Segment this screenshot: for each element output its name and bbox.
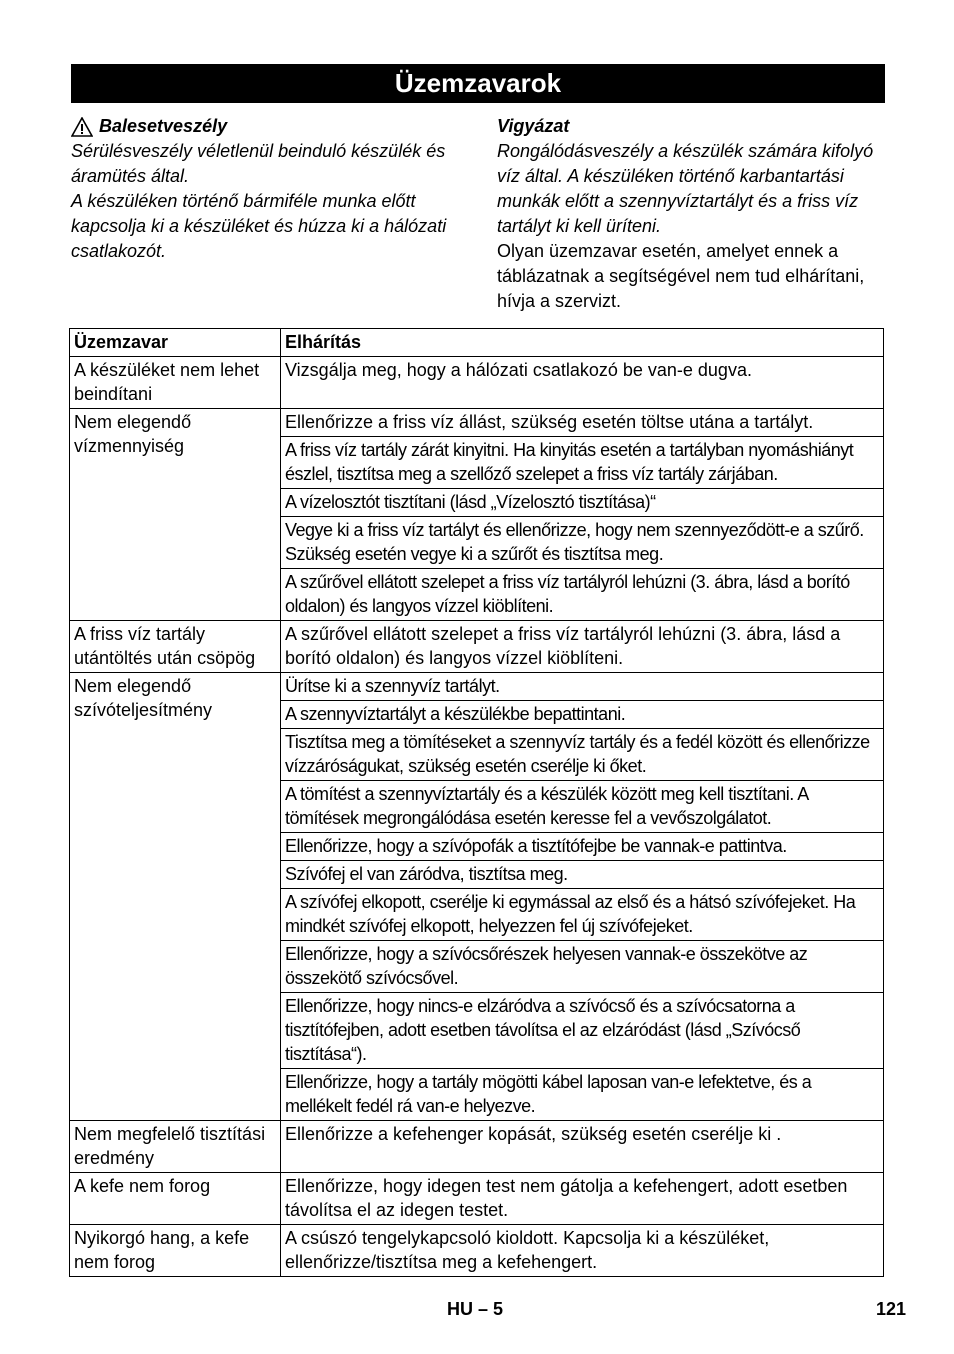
remedy-cell: Ürítse ki a szennyvíz tartályt. [281, 673, 884, 701]
header-fault: Üzemzavar [70, 329, 281, 357]
table-row [70, 1225, 884, 1277]
remedy-cell: Szívófej el van záródva, tisztítsa meg. [281, 861, 884, 889]
table-row [70, 1173, 884, 1225]
table-row [70, 621, 884, 673]
remedy-cell: Ellenőrizze, hogy a szívócsőrészek helyesen vannak-e összekötve az összekötő szívócsővel. [281, 941, 884, 993]
remedy-cell: A szűrővel ellátott szelepet a friss víz tartályról lehúzni (3. ábra, lásd a borító oldalon) és langyos vízzel kiöblíteni. [281, 621, 884, 673]
remedy-cell: A csúszó tengelykapcsoló kioldott. Kapcsolja ki a készüléket, ellenőrizze/tisztítsa meg a kefehengert. [281, 1225, 884, 1277]
remedy-cell: Ellenőrizze, hogy a tartály mögötti kábel laposan van-e lefektetve, és a mellékelt fedél rá van-e helyezve. [281, 1069, 884, 1121]
troubleshooting-table [69, 328, 884, 1277]
remedy-cell: A szűrővel ellátott szelepet a friss víz tartályról lehúzni (3. ábra, lásd a borító oldalon) és langyos vízzel kiöblíteni. [281, 569, 884, 621]
fault-cell: Nem elegendő vízmennyiség [70, 409, 281, 621]
fault-cell: Nem elegendő szívóteljesítmény [70, 673, 281, 1121]
caution-heading: Vigyázat [497, 116, 570, 136]
danger-text-2: A készüléken történő bármiféle munka előtt kapcsolja ki a készüléket és húzza ki a hálózati csatlakozót. [71, 191, 447, 261]
table-row [70, 1121, 884, 1173]
danger-heading [71, 114, 461, 139]
remedy-cell: Vegye ki a friss víz tartályt és ellenőrizze, hogy nem szennyeződött-e a szűrő. Szükség esetén vegye ki a szűrőt és tisztítsa meg. [281, 517, 884, 569]
table-header-row [70, 329, 884, 357]
caution-text: Rongálódásveszély a készülék számára kifolyó víz által. A készüléken történő karbantartási munkák előtt a szennyvíztartályt és a friss víz tartályt ki kell üríteni. [497, 141, 874, 236]
remedy-cell: Ellenőrizze, hogy nincs-e elzáródva a szívócső és a szívócsatorna a tisztítófejben, adott esetben távolítsa el az elzáródást (lásd „Szívócső tisztítása“). [281, 993, 884, 1069]
danger-notice [71, 114, 461, 264]
remedy-cell: Tisztítsa meg a tömítéseket a szennyvíz tartály és a fedél között és ellenőrizze vízzáróságukat, szükség esetén cserélje ki őket. [281, 729, 884, 781]
remedy-cell: Ellenőrizze a kefehenger kopását, szükség esetén cserélje ki . [281, 1121, 884, 1173]
remedy-cell: A friss víz tartály zárát kinyitni. Ha kinyitás esetén a tartályban nyomáshiányt észlel, tisztítsa meg a szellőző szelepet a friss víz tartály zárjában. [281, 437, 884, 489]
page-title: Üzemzavarok [71, 64, 885, 103]
warning-triangle-icon [71, 117, 93, 137]
remedy-cell: A tömítést a szennyvíztartály és a készülék között meg kell tisztítani. A tömítések megrongálódása esetén keresse fel a vevőszolgálatot. [281, 781, 884, 833]
fault-cell: Nem megfelelő tisztítási eredmény [70, 1121, 281, 1173]
remedy-cell: Vizsgálja meg, hogy a hálózati csatlakozó be van-e dugva. [281, 357, 884, 409]
footer-page-number: 121 [876, 1299, 907, 1319]
fault-cell: Nyikorgó hang, a kefe nem forog [70, 1225, 281, 1277]
fault-cell: A kefe nem forog [70, 1173, 281, 1225]
service-text: Olyan üzemzavar esetén, amelyet ennek a táblázatnak a segítségével nem tud elhárítani, hívja a szervizt. [497, 241, 865, 311]
danger-heading-text: Balesetveszély [99, 116, 228, 136]
remedy-cell: Ellenőrizze, hogy a szívópofák a tisztítófejbe be vannak-e pattintva. [281, 833, 884, 861]
remedy-cell: A szívófej elkopott, cserélje ki egymással az első és a hátsó szívófejeket. Ha mindkét szívófej elkopott, helyezzen fel új szívófejeket. [281, 889, 884, 941]
danger-text-1: Sérülésveszély véletlenül beinduló készülék és áramütés által. [71, 141, 446, 186]
remedy-cell: A vízelosztót tisztítani (lásd „Vízelosztó tisztítása)“ [281, 489, 884, 517]
remedy-cell: A szennyvíztartályt a készülékbe bepattintani. [281, 701, 884, 729]
fault-cell: A készüléket nem lehet beindítani [70, 357, 281, 409]
fault-cell: A friss víz tartály utántöltés után csöpög [70, 621, 281, 673]
caution-notice [497, 114, 887, 314]
remedy-cell: Ellenőrizze a friss víz állást, szükség esetén töltse utána a tartályt. [281, 409, 884, 437]
table-row [70, 673, 884, 701]
table-row [70, 357, 884, 409]
remedy-cell: Ellenőrizze, hogy idegen test nem gátolja a kefehengert, adott esetben távolítsa el az idegen testet. [281, 1173, 884, 1225]
header-remedy: Elhárítás [281, 329, 884, 357]
footer-section-page: HU – 5 [447, 1299, 504, 1319]
table-row [70, 409, 884, 437]
